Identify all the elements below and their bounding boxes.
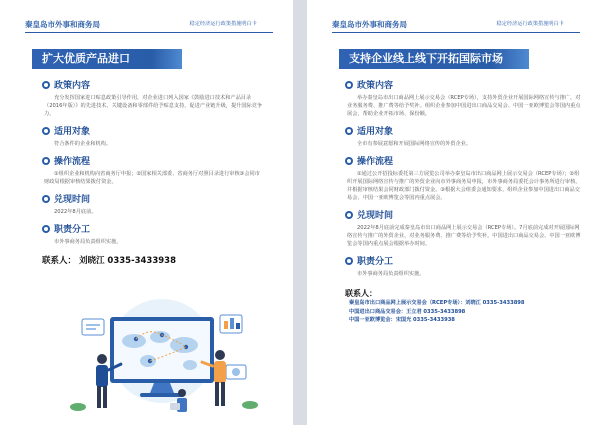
section-title [42,192,265,205]
header-org: 秦皇岛市外事和商务局 [332,20,407,29]
page-header [0,19,293,35]
header-rule [332,32,580,33]
section-title-text: 适用对象 [54,127,91,137]
bullet-icon [345,127,353,135]
bullet-icon [345,157,353,165]
section-text: 符合条件的企业和机构。 [54,141,112,147]
page-header [307,19,600,35]
bullet-icon [42,195,50,203]
contact-title: 联系人： [345,289,377,298]
header-tag: 稳定经济运行政策措施明白卡 [496,21,564,27]
header-rule [25,32,273,33]
section-title-text: 兑现时间 [54,195,91,205]
section-text: 市外事商务局负责组织实施。 [357,271,425,277]
section-text: 2022年8月底前。 [54,209,97,215]
section-title-text: 政策内容 [357,81,394,91]
section-text: 充分发挥国家进口贴息政策引导作用，对企业进口列入国家《鼓励进口技术和产品目录（2016年版）》的先进技术、关键设备和零部件给予贴息支持，促进产业链升级，提升国际竞争力。 [44,95,263,117]
section-title [42,124,265,137]
right-page [307,0,600,425]
contact-line: 联系人： 刘晓江 0335-3433938 [42,256,177,266]
bullet-icon [345,211,353,219]
contact-line: 秦皇岛市出口商品网上展示交易会（RCEP专场）：刘晓江 0335-3433898 [349,300,525,306]
bullet-icon [42,225,50,233]
section-title-text: 兑现时间 [357,211,394,221]
left-page [0,0,293,425]
section-banner: 支持企业线上线下开拓国际市场 [339,49,529,69]
section-title-text: 适用对象 [357,127,394,137]
section-title [345,124,582,137]
global-business-illustration [62,289,262,419]
section-text: 2022年8月底前完成秦皇岛市出口商品网上展示交易会（RCEP专场）。7月底前完成对开展国际网络宣传与推广的外贸企业，对业务服务费、推广费等给予奖补。中国进出口商品交易会、中国一亚欧博览会等国内重点展会根据举办时间。 [347,225,581,247]
bullet-icon [42,127,50,135]
section-text: ①组织企业和机构向省商务厅申报；②国家相关部委、省商务厅对照目录进行审核③会同市财政局根据审核结果拨付资金。 [44,171,260,185]
section-text: 全市有参展意愿和开展国际网络宣传的外贸企业。 [357,141,472,147]
section-title [345,254,582,267]
section-title [42,78,265,91]
section-title-text: 操作流程 [357,157,394,167]
section-title [345,154,582,167]
bullet-icon [345,81,353,89]
section-banner: 扩大优质产品进口 [32,49,182,69]
header-org: 秦皇岛市外事和商务局 [25,20,100,29]
bullet-icon [345,257,353,265]
section-title [345,208,582,221]
contact-line: 中国一亚欧博览会：宋国光 0335-3433938 [349,317,455,323]
section-title [345,78,582,91]
section-title [42,154,265,167]
section-title-text: 政策内容 [54,81,91,91]
bullet-icon [42,81,50,89]
bullet-icon [42,157,50,165]
contact-line: 中国进出口商品交易会：王立君 0335-3433898 [349,308,466,315]
section-title-text: 职责分工 [54,225,91,235]
section-text: 举办秦皇岛市出口商品网上展示交易会（RCEP专场），支持外贸企业开展国际网络宣传与推广，对业务服务费、推广费等给予奖补。组织企业参加中国进出口商品交易会、中国一亚欧博览会等国内重点展会，帮助企业开拓市场、保份额。 [347,95,581,117]
section-title [42,222,265,235]
section-text: 市外事商务局负责组织实施。 [54,239,122,245]
header-tag: 稳定经济运行政策措施明白卡 [189,21,257,27]
section-title-text: 职责分工 [357,257,394,267]
section-title-text: 操作流程 [54,157,91,167]
left-content [42,78,265,266]
right-content [345,78,582,325]
section-text: ①通过公开招投标委托第三方展览公司举办秦皇岛市出口商品网上展示交易会（RCEP专场）；②组织开展国际网络宣传与推广的外贸企业向市外事商务局申报，市外事商务局委托会计事务所进行审核，并根据审核结果会同财政部门拨付资金。③根据大会组委会通知要求，组织企业参加中国进出口商品交易会、中国一亚欧博览会等国内重点展会。 [347,171,581,201]
